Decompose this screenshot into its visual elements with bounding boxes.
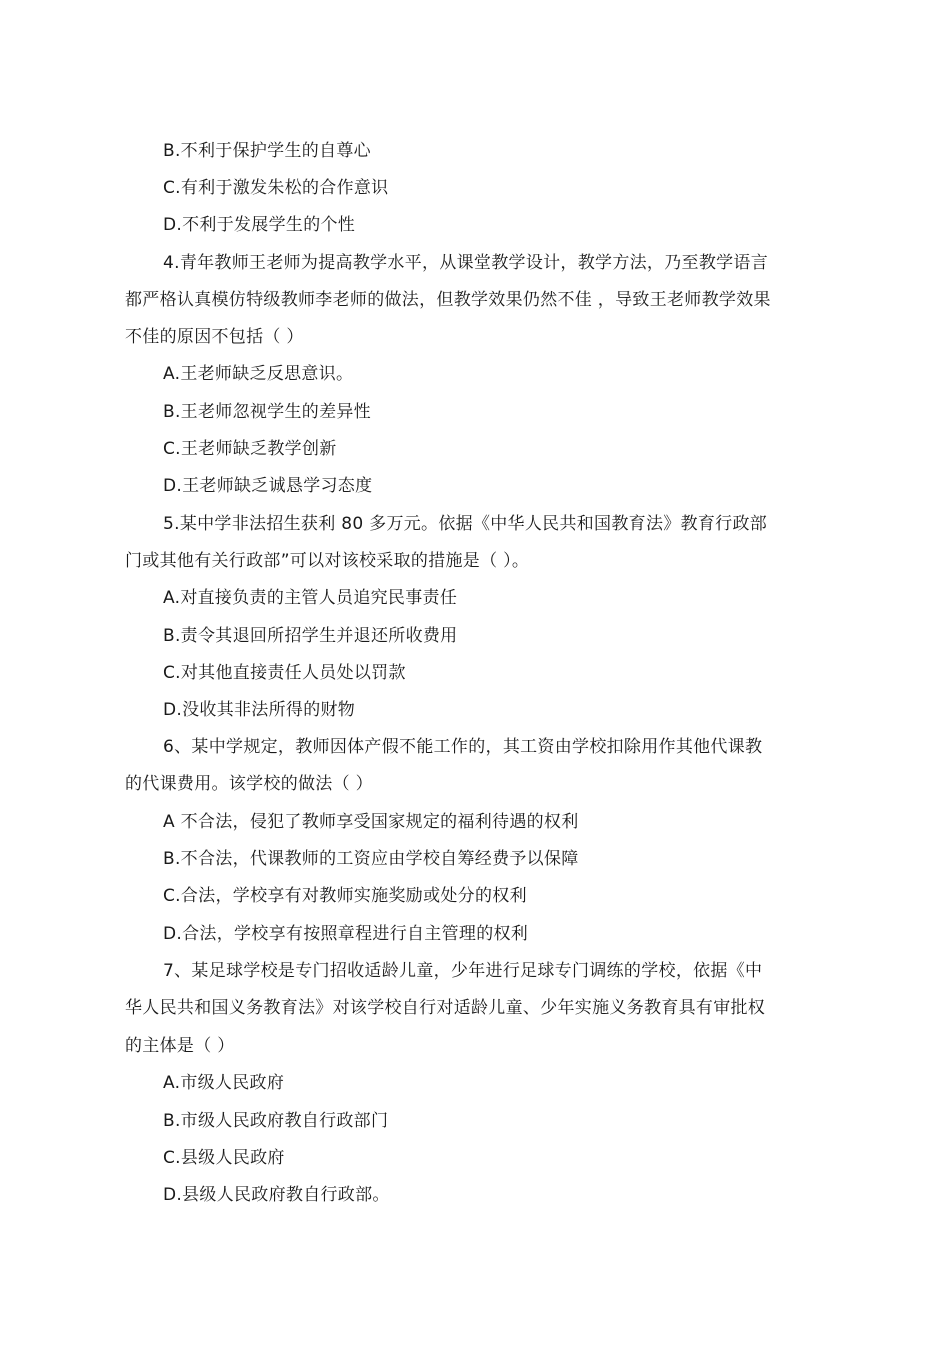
q6-option-c: C.合法，学校享有对教师实施奖励或处分的权利	[163, 886, 527, 906]
q7-stem-line-1: 7、某足球学校是专门招收适龄儿童，少年进行足球专门调练的学校，依据《中	[163, 961, 763, 981]
q7-option-c: C.县级人民政府	[163, 1148, 285, 1168]
q7-option-b: B.市级人民政府教自行政部门	[163, 1111, 389, 1131]
q6-stem-line-1: 6、某中学规定，教师因体产假不能工作的，其工资由学校扣除用作其他代课教	[163, 737, 763, 757]
q3-option-b: B.不利于保护学生的自尊心	[163, 141, 371, 161]
q7-stem-line-2: 华人民共和国义务教育法》对该学校自行对适龄儿童、少年实施义务教育具有审批权	[125, 998, 766, 1018]
q3-option-d: D.不利于发展学生的个性	[163, 215, 356, 235]
q5-option-a: A.对直接负责的主管人员追究民事责任	[163, 588, 458, 608]
q4-stem-line-3: 不佳的原因不包括（ ）	[125, 327, 304, 347]
q5-option-d: D.没收其非法所得的财物	[163, 700, 356, 720]
q5-option-b: B.责令其退回所招学生并退还所收费用	[163, 626, 458, 646]
q4-option-c: C.王老师缺乏教学创新	[163, 439, 337, 459]
q6-option-b: B.不合法，代课教师的工资应由学校自筹经费予以保障	[163, 849, 579, 869]
q5-option-c: C.对其他直接责任人员处以罚款	[163, 663, 406, 683]
q7-option-a: A.市级人民政府	[163, 1073, 285, 1093]
q3-option-c: C.有利于激发朱松的合作意识	[163, 178, 389, 198]
q4-stem-line-1: 4.青年教师王老师为提高教学水平，从课堂教学设计，教学方法，乃至教学语言	[163, 253, 769, 273]
q4-option-d: D.王老师缺乏诚恳学习态度	[163, 476, 373, 496]
q4-option-a: A.王老师缺乏反思意识。	[163, 364, 354, 384]
q4-option-b: B.王老师忽视学生的差异性	[163, 402, 371, 422]
q6-stem-line-2: 的代课费用。该学校的做法（ ）	[125, 774, 373, 794]
q5-stem-line-2: 门或其他有关行政部”可以对该校采取的措施是（ ）。	[125, 551, 530, 571]
q6-option-d: D.合法，学校享有按照章程进行自主管理的权利	[163, 924, 529, 944]
q5-stem-line-1: 5.某中学非法招生获利 80 多万元。依据《中华人民共和国教育法》教育行政部	[163, 514, 768, 534]
q7-option-d: D.县级人民政府教自行政部。	[163, 1185, 390, 1205]
q6-option-a: A 不合法，侵犯了教师享受国家规定的福利待遇的权利	[163, 812, 579, 832]
q7-stem-line-3: 的主体是（ ）	[125, 1036, 235, 1056]
q4-stem-line-2: 都严格认真模仿特级教师李老师的做法，但教学效果仍然不佳 ，导致王老师教学效果	[125, 290, 771, 310]
